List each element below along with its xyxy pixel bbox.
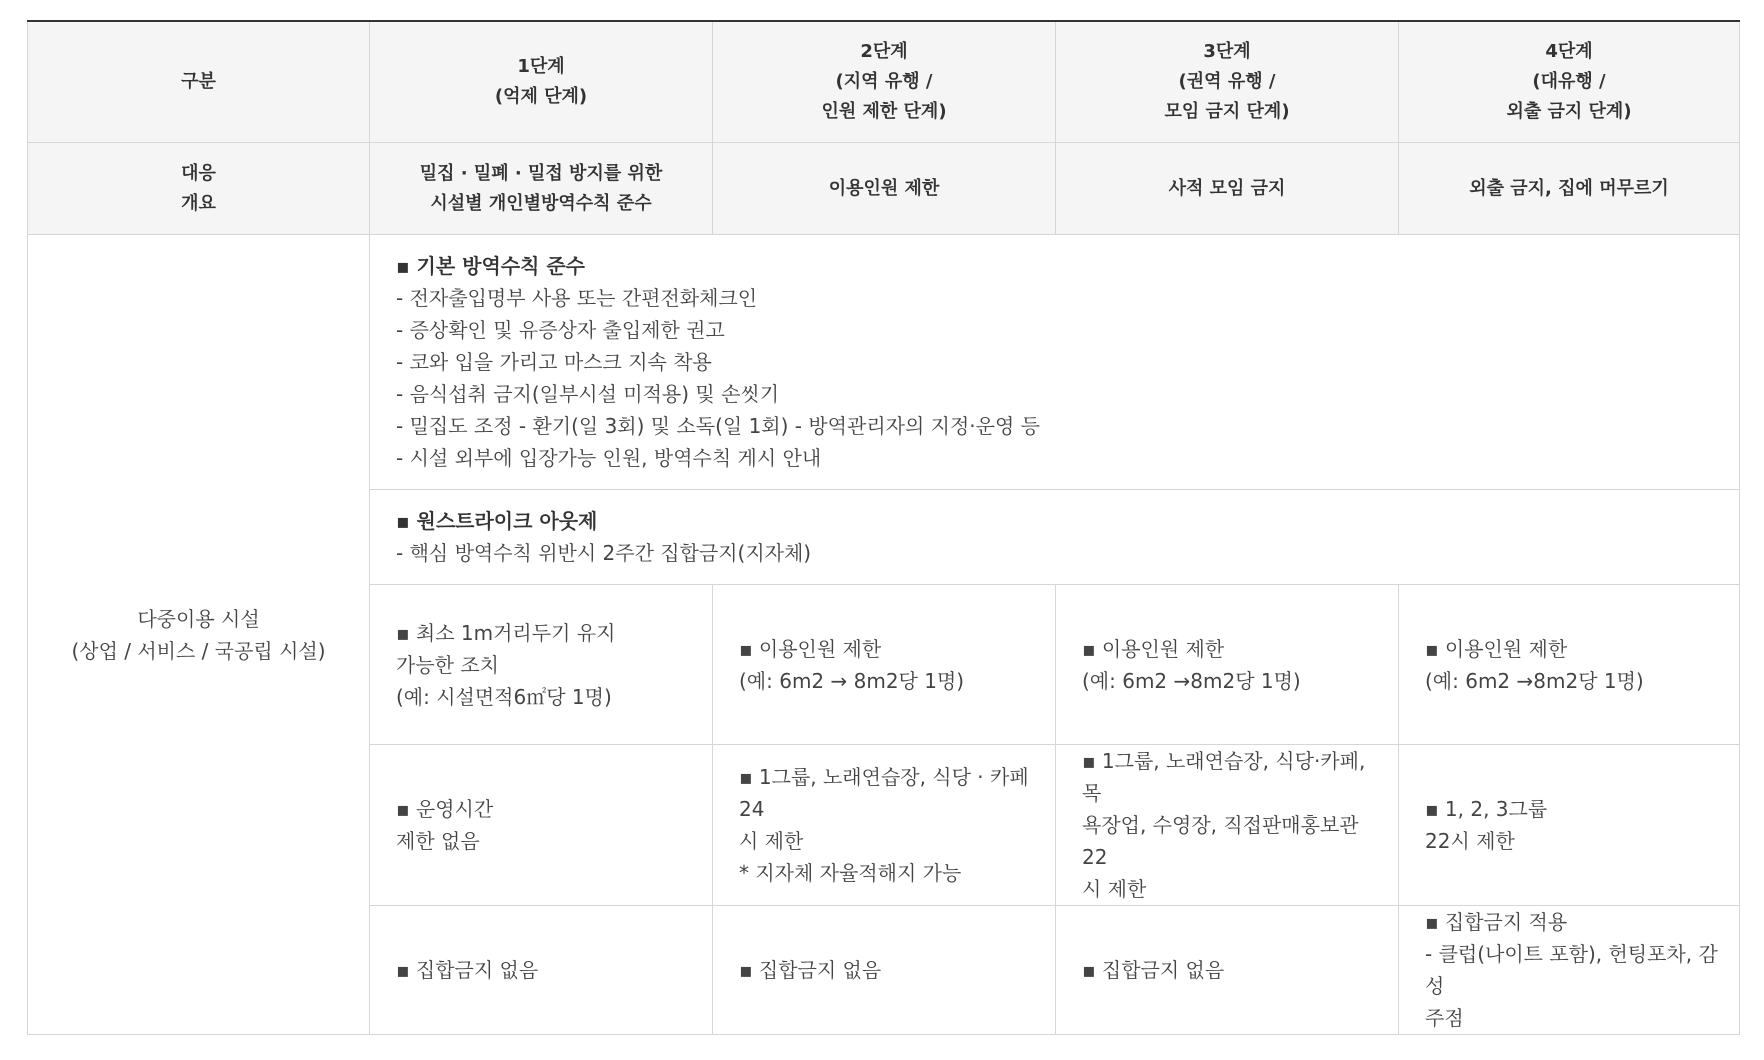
header-stage-4-line: 4단계	[1545, 41, 1593, 62]
basic-rules-item: - 코와 입을 가리고 마스크 지속 착용	[396, 350, 712, 374]
hours-stage-2-line: 시 제한	[739, 829, 804, 853]
header-stage-3-line: 3단계	[1203, 41, 1251, 62]
one-strike-item: - 핵심 방역수칙 위반시 2주간 집합금지(지자체)	[396, 541, 812, 565]
header-stage-1-line: 1단계	[517, 56, 565, 77]
basic-rules-item: - 증상확인 및 유증상자 출입제한 권고	[396, 318, 725, 342]
basic-rules-item: - 전자출입명부 사용 또는 간편전화체크인	[396, 286, 758, 310]
ban-stage-2-line: ▪ 집합금지 없음	[739, 958, 882, 982]
distancing-stage-table-container	[27, 20, 1739, 1035]
distance-stage-4-line: ▪ 이용인원 제한	[1425, 636, 1568, 661]
header-stage-4-line: (대유행 /	[1532, 71, 1606, 92]
header-stage-3-line: (권역 유행 /	[1178, 71, 1276, 92]
header-stage-4	[1399, 21, 1740, 143]
basic-rules-title: ▪ 기본 방역수칙 준수	[396, 254, 586, 278]
distance-stage-1-line: (예: 시설면적6㎡당 1명)	[396, 684, 612, 709]
hours-stage-1	[370, 745, 713, 906]
summary-stage-1-line: 밀집 · 밀폐 · 밀접 방지를 위한	[419, 162, 663, 184]
summary-stage-1-line: 시설별 개인별방역수칙 준수	[430, 192, 652, 214]
ban-stage-4-line: - 클럽(나이트 포함), 헌팅포차, 감성	[1425, 942, 1718, 998]
hours-stage-1-line: 제한 없음	[396, 829, 480, 853]
distance-stage-4	[1399, 585, 1740, 745]
ban-stage-4-line: ▪ 집합금지 적용	[1425, 910, 1568, 934]
basic-rules-item: - 음식섭취 금지(일부시설 미적용) 및 손씻기	[396, 382, 780, 406]
distance-stage-2-line: ▪ 이용인원 제한	[739, 636, 882, 661]
facility-label-line: 다중이용 시설	[137, 606, 260, 631]
hours-stage-2-line: ▪ 1그룹, 노래연습장, 식당 · 카페 24	[739, 765, 1029, 821]
distancing-stage-table	[27, 20, 1740, 1035]
basic-rules-cell	[370, 235, 1740, 490]
header-stage-2-line: 2단계	[860, 41, 908, 62]
hours-stage-4-line: 22시 제한	[1425, 829, 1515, 853]
summary-label-line: 개요	[181, 192, 216, 214]
distance-stage-1-line: ▪ 최소 1m거리두기 유지	[396, 620, 616, 645]
hours-stage-4-line: ▪ 1, 2, 3그룹	[1425, 797, 1548, 821]
hours-stage-1-line: ▪ 운영시간	[396, 797, 494, 821]
distance-stage-3	[1056, 585, 1399, 745]
header-stage-3-line: 모임 금지 단계)	[1164, 101, 1290, 122]
summary-stage-1	[370, 143, 713, 235]
ban-stage-4	[1399, 906, 1740, 1035]
ban-stage-2	[713, 906, 1056, 1035]
summary-stage-4: 외출 금지, 집에 머무르기	[1399, 143, 1740, 235]
summary-stage-2: 이용인원 제한	[713, 143, 1056, 235]
header-category: 구분	[28, 21, 370, 143]
facility-label	[28, 235, 370, 1035]
hours-stage-4	[1399, 745, 1740, 906]
distance-stage-1-line: 가능한 조치	[396, 652, 499, 677]
summary-stage-3: 사적 모임 금지	[1056, 143, 1399, 235]
distance-stage-3-line: (예: 6m2 →8m2당 1명)	[1082, 668, 1301, 693]
summary-label	[28, 143, 370, 235]
ban-stage-3	[1056, 906, 1399, 1035]
header-stage-4-line: 외출 금지 단계)	[1506, 101, 1632, 122]
distance-stage-2-line: (예: 6m2 → 8m2당 1명)	[739, 668, 965, 693]
basic-rules-item: - 시설 외부에 입장가능 인원, 방역수칙 게시 안내	[396, 446, 822, 470]
summary-row	[28, 143, 1740, 235]
facility-label-line: (상업 / 서비스 / 국공립 시설)	[71, 638, 326, 663]
ban-stage-4-line: 주점	[1425, 1006, 1464, 1030]
hours-stage-3	[1056, 745, 1399, 906]
ban-stage-3-line: ▪ 집합금지 없음	[1082, 958, 1225, 982]
one-strike-cell	[370, 490, 1740, 585]
distance-stage-1	[370, 585, 713, 745]
hours-stage-2	[713, 745, 1056, 906]
distance-stage-4-line: (예: 6m2 →8m2당 1명)	[1425, 668, 1644, 693]
header-stage-2-line: (지역 유행 /	[835, 71, 933, 92]
header-stage-3	[1056, 21, 1399, 143]
summary-label-line: 대응	[181, 162, 216, 184]
header-stage-2	[713, 21, 1056, 143]
header-stage-1	[370, 21, 713, 143]
header-stage-2-line: 인원 제한 단계)	[821, 101, 947, 122]
distance-stage-3-line: ▪ 이용인원 제한	[1082, 636, 1225, 661]
basic-rules-row	[28, 235, 1740, 490]
ban-stage-1	[370, 906, 713, 1035]
hours-stage-3-line: ▪ 1그룹, 노래연습장, 식당·카페, 목	[1082, 749, 1366, 805]
ban-stage-1-line: ▪ 집합금지 없음	[396, 958, 539, 982]
distance-stage-2	[713, 585, 1056, 745]
one-strike-title: ▪ 원스트라이크 아웃제	[396, 509, 598, 533]
hours-stage-3-line: 시 제한	[1082, 877, 1147, 901]
basic-rules-item: - 밀집도 조정 - 환기(일 3회) 및 소독(일 1회) - 방역관리자의 지정·운영 등	[396, 414, 1040, 438]
header-stage-1-line: (억제 단계)	[494, 86, 588, 107]
header-row	[28, 21, 1740, 143]
hours-stage-2-line: * 지자체 자율적해지 가능	[739, 861, 962, 885]
hours-stage-3-line: 욕장업, 수영장, 직접판매홍보관 22	[1082, 813, 1359, 869]
